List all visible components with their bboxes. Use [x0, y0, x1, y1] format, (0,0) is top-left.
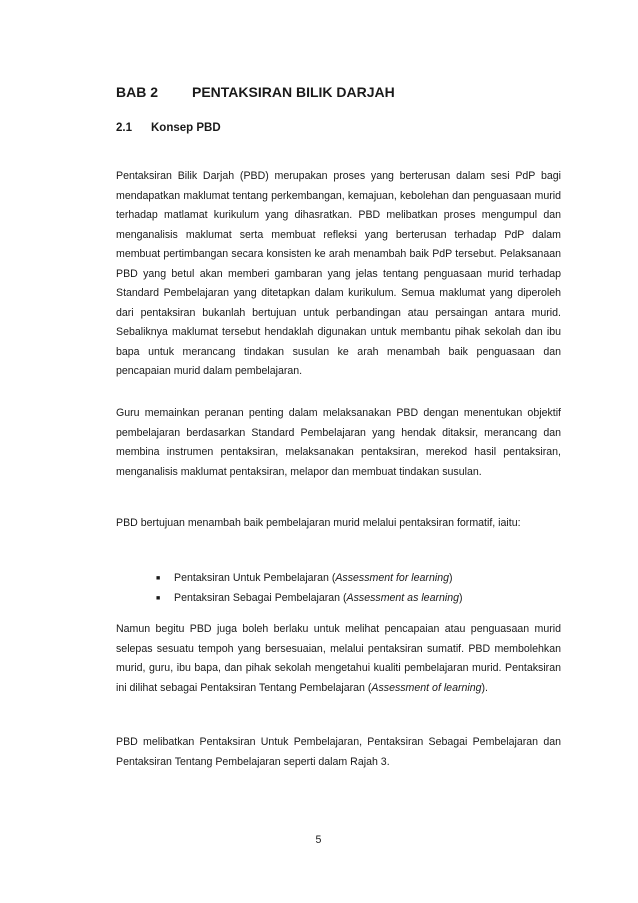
- section-title: Konsep PBD: [151, 122, 221, 134]
- document-page: [116, 0, 561, 903]
- list-item-italic: Assessment for learning: [335, 572, 449, 584]
- list-item-text: Pentaksiran Sebagai Pembelajaran (: [174, 591, 347, 604]
- paragraph-summative-close: ).: [481, 681, 489, 694]
- paragraph-teacher-role: Guru memainkan peranan penting dalam melaksanakan PBD dengan menentukan objektif pembelajaran berdasarkan Standard Pembelajaran yang hendak ditaksir, merancang dan membina instrumen pentaksiran, melaksanakan pentaksiran, merekod hasil pentaksiran, menganalisis maklumat pentaksiran, melapor dan membuat tindakan susulan.: [116, 407, 561, 478]
- chapter-heading: [116, 84, 395, 100]
- page-number: 5: [315, 834, 322, 846]
- list-item: [156, 589, 463, 609]
- paragraph-summative-text: Namun begitu PBD juga boleh berlaku untuk melihat pencapaian atau penguasaan murid selepas sesuatu tempoh yang bersesuaian, melalui pentaksiran sumatif. PBD membolehkan murid, guru, ibu bapa, dan pihak sekolah mengetahui kualiti pembelajaran murid. Pentaksiran ini dilihat sebagai Pentaksiran Tentang Pembelajaran (: [116, 623, 561, 694]
- paragraph-pbd-purpose: PBD bertujuan menambah baik pembelajaran murid melalui pentaksiran formatif, iaitu:: [116, 517, 521, 529]
- list-item: [156, 569, 463, 589]
- chapter-number: BAB 2: [116, 84, 159, 100]
- paragraph-summative-italic: Assessment of learning: [371, 681, 482, 694]
- bullet-square-icon: ■: [156, 594, 161, 602]
- list-item-text: Pentaksiran Untuk Pembelajaran (: [174, 572, 336, 584]
- list-item-close: ): [459, 591, 463, 604]
- list-item-close: ): [448, 572, 453, 584]
- paragraph-pbd-concept: Pentaksiran Bilik Darjah (PBD) merupakan proses yang berterusan dalam sesi PdP bagi mendapatkan maklumat tentang perkembangan, kemajuan, kebolehan dan penguasaan murid terhadap matlamat kurikulum yang dihasratkan. PBD melibatkan proses mengumpul dan menganalisis maklumat serta membuat refleksi yang berterusan terhadap PdP dalam membuat pertimbangan secara konsisten ke arah menambah baik PdP tersebut. Pelaksanaan PBD yang betul akan memberi gambaran yang jelas tentang penguasaan murid terhadap Standard Pembelajaran yang ditetapkan dalam kurikulum. Semua maklumat yang diperoleh dari pentaksiran bukanlah bertujuan untuk perbandingan atau persaingan antara murid. Sebaliknya maklumat tersebut hendaklah digunakan untuk membantu pihak sekolah dan ibu bapa untuk merancang tindakan susulan ke arah menambah baik penguasaan dan pencapaian murid dalam pembelajaran.: [116, 170, 561, 377]
- chapter-title: PENTAKSIRAN BILIK DARJAH: [192, 84, 395, 100]
- formative-assessment-list: [156, 569, 463, 608]
- paragraph-summative: [116, 620, 561, 698]
- paragraph-figure-reference: PBD melibatkan Pentaksiran Untuk Pembelajaran, Pentaksiran Sebagai Pembelajaran dan Pentaksiran Tentang Pembelajaran seperti dalam Rajah 3.: [116, 736, 561, 768]
- section-heading: [116, 122, 221, 134]
- list-item-italic: Assessment as learning: [346, 591, 460, 604]
- bullet-square-icon: ■: [156, 575, 161, 582]
- section-number: 2.1: [116, 122, 132, 134]
